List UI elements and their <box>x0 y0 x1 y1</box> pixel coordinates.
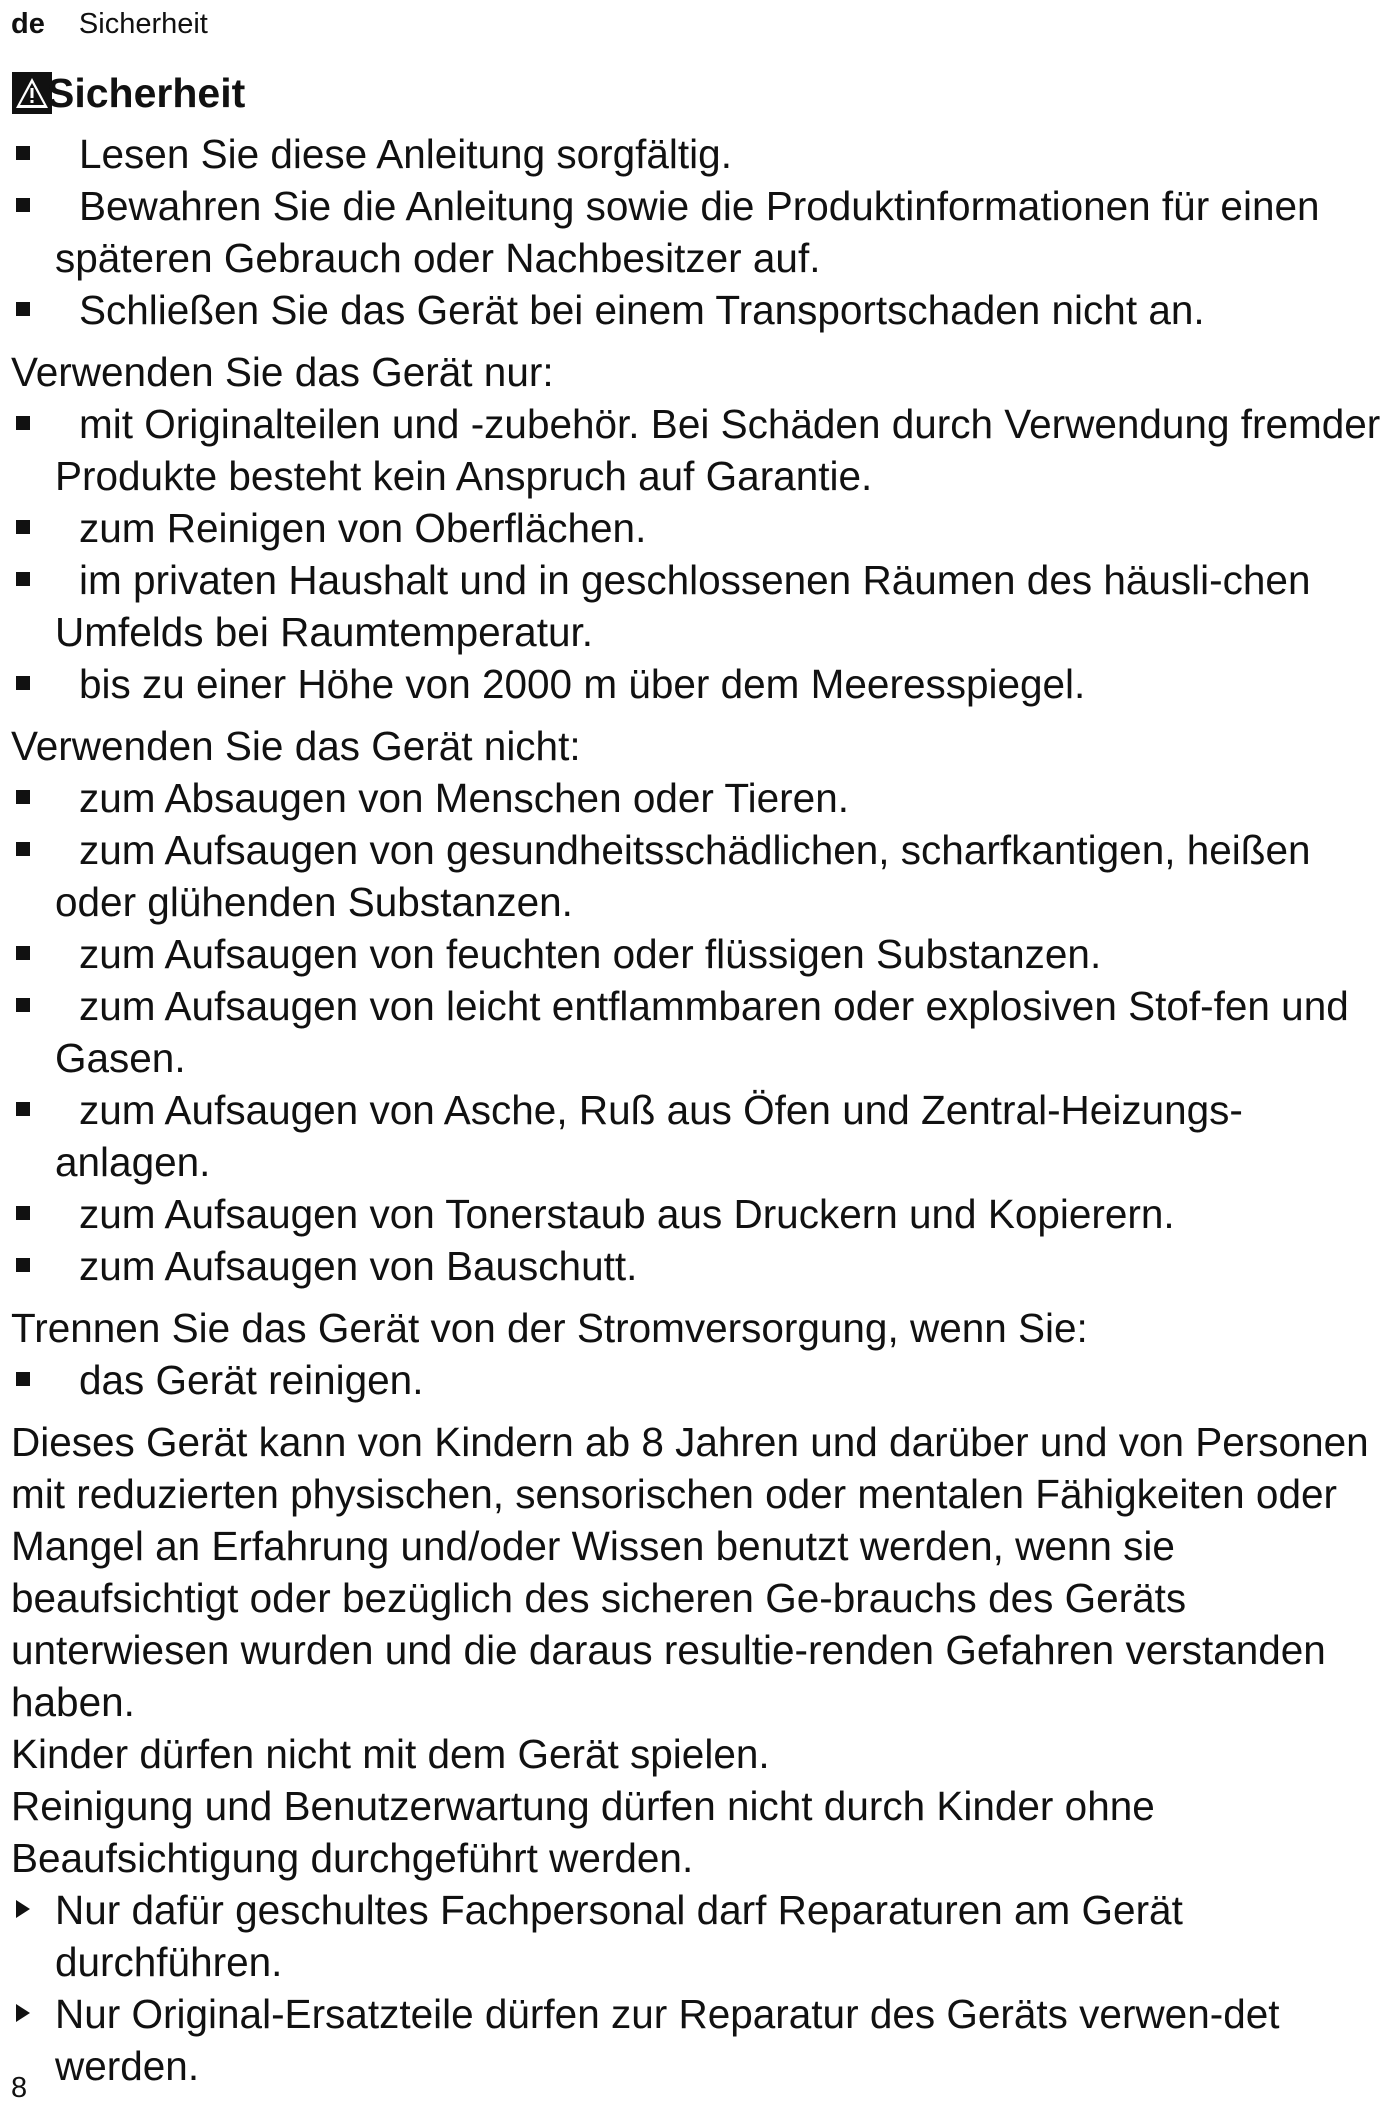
square-bullet-icon <box>16 842 30 856</box>
square-bullet-icon <box>16 790 30 804</box>
section-heading <box>11 66 245 120</box>
square-bullet-icon <box>16 1206 30 1220</box>
page-title: Sicherheit <box>47 70 246 116</box>
list-item: zum Aufsaugen von leicht entflammbaren oder explosiven Stof-fen und Gasen. <box>11 980 1383 1084</box>
square-bullet-icon <box>16 1102 30 1116</box>
list-item: Schließen Sie das Gerät bei einem Transportschaden nicht an. <box>11 284 1383 336</box>
list-item: zum Aufsaugen von gesundheitsschädlichen, scharfkantigen, heißen oder glühenden Substanzen. <box>11 824 1383 928</box>
square-bullet-icon <box>16 146 30 160</box>
list-item: mit Originalteilen und -zubehör. Bei Schäden durch Verwendung fremder Produkte besteht kein Anspruch auf Garantie. <box>11 398 1383 502</box>
square-bullet-icon <box>16 1372 30 1386</box>
square-bullet-icon <box>16 946 30 960</box>
children-paragraph: Dieses Gerät kann von Kindern ab 8 Jahren und darüber und von Personen mit reduzierten physischen, sensorischen oder mentalen Fähigkeiten oder Mangel an Erfahrung und/oder Wissen benutzt werden, wenn sie beaufsichtigt oder bezüglich des sicheren Ge-brauchs des Geräts unterwiesen wurden und die daraus resultie-renden Gefahren verstanden haben. <box>11 1419 1369 1725</box>
list-item: zum Aufsaugen von Tonerstaub aus Druckern und Kopierern. <box>11 1188 1383 1240</box>
list-item: Bewahren Sie die Anleitung sowie die Produktinformationen für einen späteren Gebrauch oder Nachbesitzer auf. <box>11 180 1383 284</box>
instruction-list <box>11 1884 1383 2092</box>
section-name: Sicherheit <box>78 8 208 40</box>
do-not-use-intro: Verwenden Sie das Gerät nicht: <box>11 723 581 769</box>
instruction-item: Nur dafür geschultes Fachpersonal darf Reparaturen am Gerät durchführen. <box>11 1884 1383 1988</box>
list-item: zum Aufsaugen von feuchten oder flüssigen Substanzen. <box>11 928 1383 980</box>
triangle-arrow-icon <box>16 2004 30 2022</box>
disconnect-list <box>11 1354 1383 1406</box>
use-only-intro: Verwenden Sie das Gerät nur: <box>11 349 554 395</box>
list-item: das Gerät reinigen. <box>11 1354 1383 1406</box>
language-code: de <box>11 8 45 40</box>
page-number: 8 <box>11 2072 28 2104</box>
triangle-arrow-icon <box>16 1900 30 1918</box>
use-only-list <box>11 398 1383 710</box>
running-header <box>11 6 208 42</box>
children-no-play: Kinder dürfen nicht mit dem Gerät spielen. <box>11 1731 770 1777</box>
disconnect-intro: Trennen Sie das Gerät von der Stromversorgung, wenn Sie: <box>11 1305 1088 1351</box>
list-item: Lesen Sie diese Anleitung sorgfältig. <box>11 128 1383 180</box>
square-bullet-icon <box>16 520 30 534</box>
do-not-use-list <box>11 772 1383 1292</box>
children-cleaning: Reinigung und Benutzerwartung dürfen nicht durch Kinder ohne Beaufsichtigung durchgeführt werden. <box>11 1783 1155 1881</box>
square-bullet-icon <box>16 198 30 212</box>
square-bullet-icon <box>16 998 30 1012</box>
safety-content <box>11 128 1383 2092</box>
list-item: bis zu einer Höhe von 2000 m über dem Meeresspiegel. <box>11 658 1383 710</box>
square-bullet-icon <box>16 416 30 430</box>
square-bullet-icon <box>16 676 30 690</box>
general-bullets <box>11 128 1383 336</box>
square-bullet-icon <box>16 302 30 316</box>
list-item: im privaten Haushalt und in geschlossenen Räumen des häusli-chen Umfelds bei Raumtemperatur. <box>11 554 1383 658</box>
instruction-item: Nur Original-Ersatzteile dürfen zur Reparatur des Geräts verwen-det werden. <box>11 1988 1383 2092</box>
square-bullet-icon <box>16 1258 30 1272</box>
list-item: zum Reinigen von Oberflächen. <box>11 502 1383 554</box>
list-item: zum Aufsaugen von Bauschutt. <box>11 1240 1383 1292</box>
list-item: zum Aufsaugen von Asche, Ruß aus Öfen und Zentral-Heizungs-anlagen. <box>11 1084 1383 1188</box>
square-bullet-icon <box>16 572 30 586</box>
list-item: zum Absaugen von Menschen oder Tieren. <box>11 772 1383 824</box>
